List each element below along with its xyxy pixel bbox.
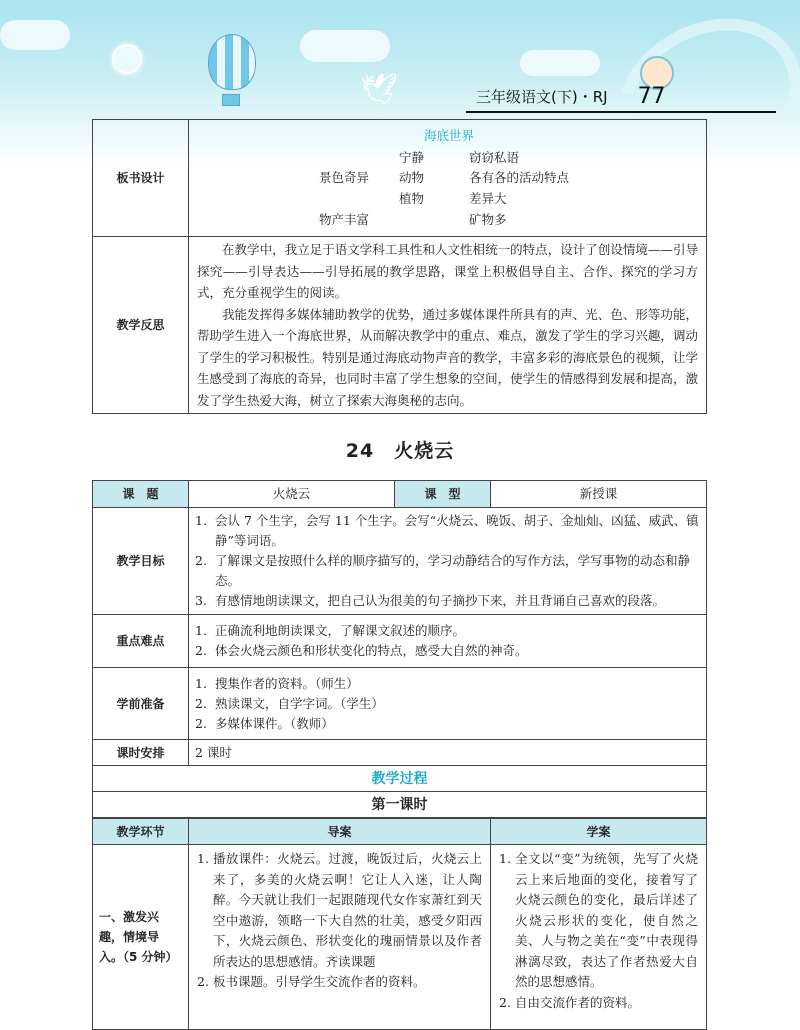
board-scene-label: 景色奇异: [319, 170, 370, 185]
board-plants: 植物: [399, 191, 425, 206]
goal-number: 3.: [195, 593, 207, 608]
board-animals: 动物: [399, 170, 425, 185]
board-minerals: 矿物多: [469, 212, 507, 227]
board-whisper: 窃窃私语: [469, 150, 520, 165]
page-number: 77: [637, 83, 666, 109]
prep-item: [195, 714, 700, 734]
header-rule: [466, 111, 776, 113]
topic-value: 火烧云: [189, 481, 395, 508]
study-number: 2.: [499, 994, 511, 1010]
prep-item: [195, 674, 700, 694]
previous-lesson-table: [92, 119, 707, 414]
key-points-cell: [189, 615, 707, 668]
type-label: 课 型: [395, 481, 491, 508]
prep-label: 学前准备: [93, 668, 189, 740]
key-point-text: 正确流利地朗读课文，了解课文叙述的顺序。: [215, 623, 466, 638]
key-point-text: 体会火烧云颜色和形状变化的特点，感受大自然的神奇。: [215, 643, 528, 658]
key-point-number: 1.: [195, 623, 207, 638]
sun-icon: [112, 44, 142, 74]
study-text: 全文以“变”为统领，先写了火烧云上来后地面的变化，接着写了火烧云颜色的变化，最后详述了火烧云形状的变化，使自然之美、人与物之美在“变”中表现得淋漓尽致，表达了作者热爱大自然的思想感情。: [515, 851, 698, 989]
key-point-item: [195, 621, 700, 641]
prep-text: 熟读课文，自学字词。（学生）: [215, 695, 384, 711]
hot-air-balloon-icon: [208, 34, 256, 90]
study-number: 1.: [499, 851, 511, 866]
prep-cell: [189, 668, 707, 740]
col-study-header: 学案: [491, 819, 707, 845]
lesson-title: 24 火烧云: [345, 440, 455, 462]
prep-number: 2.: [195, 715, 207, 731]
study-item: [499, 993, 698, 1014]
prep-text: 搜集作者的资料。（师生）: [215, 675, 359, 691]
key-point-item: [195, 641, 700, 661]
reflection-label: 教学反思: [93, 237, 189, 414]
guide-number: 2.: [197, 974, 209, 989]
process-title: 教学过程: [93, 766, 707, 792]
lesson-plan-table: [92, 480, 707, 818]
goal-number: 2.: [195, 553, 207, 568]
prep-text: 多媒体课件。（教师）: [215, 715, 334, 731]
goal-item: [195, 591, 700, 611]
col-guide-header: 导案: [189, 819, 491, 845]
study-item: [499, 849, 698, 993]
goals-cell: [189, 508, 707, 615]
board-animals-note: 各有各的活动特点: [469, 170, 570, 185]
reflection-paragraph: 我能发挥得多媒体辅助教学的优势，通过多媒体课件所具有的声、光、色、形等功能，帮助学生进入一个海底世界，从而解决教学中的重点、难点，激发了学生的学习兴趣，调动了学生的学习积极性。特别是通过海底动物声音的教学，丰富多彩的海底景色的视频，让学生感受到了海底的奇异，也同时丰富了学生想象的空间，使学生的情感得到发展和提高，激发了学生热爱大海，树立了探索大海奥秘的志向。: [197, 306, 698, 408]
step1-label: 一、激发兴趣，情境导入。（5 分钟）: [93, 845, 189, 1030]
board-design-label: 板书设计: [93, 120, 189, 237]
bird-icon: 🕊: [360, 72, 399, 107]
board-title: 海底世界: [424, 128, 475, 143]
goal-item: [195, 551, 700, 591]
process-table: [92, 818, 707, 1030]
goal-text: 会认 7 个生字，会写 11 个生字。会写“火烧云、晚饭、胡子、金灿灿、凶猛、威武、镇静”等词语。: [215, 513, 699, 548]
board-plants-note: 差异大: [469, 191, 507, 206]
guide-item: [197, 972, 482, 993]
hours-value: 2 课时: [189, 740, 707, 766]
balloon-basket-icon: [222, 94, 240, 106]
key-point-number: 2.: [195, 643, 207, 658]
guide-text: 板书课题。引导学生交流作者的资料。: [213, 974, 426, 989]
board-quiet: 宁静: [399, 150, 425, 165]
key-points-label: 重点难点: [93, 615, 189, 668]
goal-item: [195, 511, 700, 551]
col-step-header: 教学环节: [93, 819, 189, 845]
guide-text: 播放课件：火烧云。过渡，晚饭过后，火烧云上来了，多美的火烧云啊！它让人入迷，让人陶醉。今天就让我们一起跟随现代女作家萧红到天空中遨游，领略一下大自然的壮美，感受夕阳西下，火烧云颜色、形状变化的瑰丽情景以及作者所表达的思想感情。齐读课题: [213, 851, 482, 969]
type-value: 新授课: [491, 481, 707, 508]
cloud-decoration: [0, 20, 70, 50]
step1-study-cell: [491, 845, 707, 1030]
cloud-decoration: [520, 50, 600, 76]
cloud-decoration: [300, 30, 390, 62]
period-title: 第一课时: [93, 792, 707, 818]
step1-guide-cell: [189, 845, 491, 1030]
board-design-cell: [189, 120, 707, 237]
prep-item: [195, 694, 700, 714]
prep-number: 2.: [195, 695, 207, 711]
page-header: [476, 82, 776, 110]
goal-text: 有感情地朗读课文，把自己认为很美的句子摘抄下来，并且背诵自己喜欢的段落。: [215, 593, 666, 608]
reflection-cell: [189, 237, 707, 414]
board-resources-label: 物产丰富: [319, 212, 370, 227]
goal-text: 了解课文是按照什么样的顺序描写的，学习动静结合的写作方法，学写事物的动态和静态。: [215, 553, 691, 588]
reflection-paragraph: 在教学中，我立足于语文学科工具性和人文性相统一的特点，设计了创设情境——引导探究——引导表达——引导拓展的教学思路，课堂上积极倡导自主、合作、探究的学习方式，充分重视学生的阅读。: [197, 242, 698, 300]
study-text: 自由交流作者的资料。: [515, 994, 641, 1010]
guide-item: [197, 849, 482, 972]
guide-number: 1.: [197, 851, 209, 866]
prep-number: 1.: [195, 675, 207, 691]
hours-label: 课时安排: [93, 740, 189, 766]
goals-label: 教学目标: [93, 508, 189, 615]
topic-label: 课 题: [93, 481, 189, 508]
goal-number: 1.: [195, 513, 207, 528]
book-title: 三年级语文(下)・RJ: [476, 87, 608, 106]
